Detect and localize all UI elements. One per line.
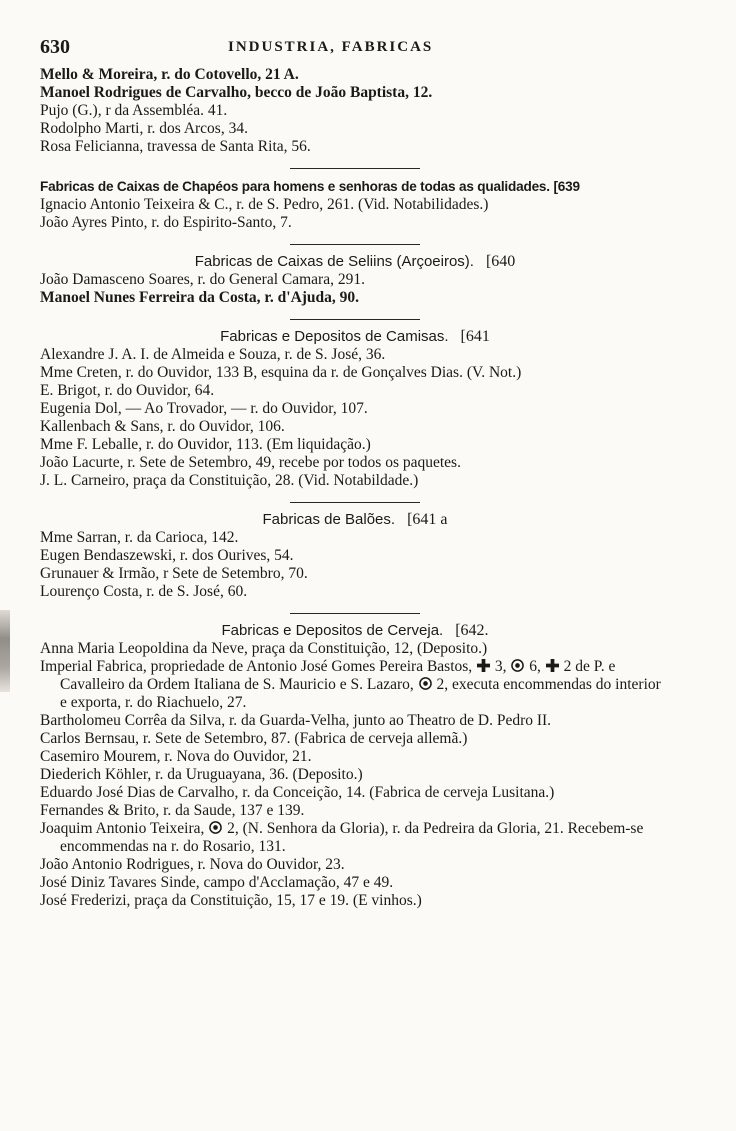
list-item: E. Brigot, r. do Ouvidor, 64.: [40, 382, 215, 399]
list-item: Fernandes & Brito, r. da Saude, 137 e 139.: [40, 802, 305, 819]
running-title: INDUSTRIA, FABRICAS: [228, 39, 434, 55]
joaquim-text-1: Joaquim Antonio Teixeira,: [40, 820, 205, 837]
list-item: João Lacurte, r. Sete de Setembro, 49, recebe por todos os paquetes.: [40, 454, 461, 471]
section-title-chapeos: Fabricas de Caixas de Chapéos para homens e senhoras de todas as qualidades. [639: [40, 179, 580, 194]
section-divider: [290, 502, 420, 503]
section-title: Fabricas de Caixas de Seliins (Arçoeiros).: [194, 253, 474, 270]
cross-order-icon: [546, 659, 559, 672]
list-item: João Ayres Pinto, r. do Espirito-Santo, 7.: [40, 214, 292, 231]
section-divider: [290, 613, 420, 614]
list-item: João Antonio Rodrigues, r. Nova do Ouvidor, 23.: [40, 856, 345, 873]
list-item: Pujo (G.), r da Assembléa. 41.: [40, 102, 228, 119]
section-number: [640: [485, 253, 516, 270]
list-item-imperial: [40, 658, 670, 712]
list-item: José Frederizi, praça da Constituição, 15, 17 e 19. (E vinhos.): [40, 892, 422, 909]
list-item: Casemiro Mourem, r. Nova do Ouvidor, 21.: [40, 748, 312, 765]
section-number: [641 a: [407, 511, 448, 528]
section-title: Fabricas e Depositos de Cerveja.: [221, 622, 444, 639]
directory-page: [40, 36, 670, 910]
list-item: Kallenbach & Sans, r. do Ouvidor, 106.: [40, 418, 285, 435]
cross-order-icon: [477, 659, 490, 672]
section-title: Fabricas de Balões.: [262, 511, 396, 528]
list-item: Alexandre J. A. I. de Almeida e Souza, r. de S. José, 36.: [40, 346, 386, 363]
section-number: [642.: [455, 622, 489, 639]
list-item: Mme Sarran, r. da Carioca, 142.: [40, 529, 239, 546]
rose-order-icon: [209, 821, 222, 834]
section-divider: [290, 168, 420, 169]
section-divider: [290, 319, 420, 320]
imperial-text-1: Imperial Fabrica, propriedade de Antonio José Gomes Pereira Bastos,: [40, 658, 473, 675]
imperial-text-3: 2, executa encommendas do interior e exporta, r. do Riachuelo, 27.: [60, 676, 661, 711]
list-item: Grunauer & Irmão, r Sete de Setembro, 70.: [40, 565, 308, 582]
page-header: [40, 36, 670, 66]
list-item: Eugenia Dol, — Ao Trovador, — r. do Ouvidor, 107.: [40, 400, 368, 417]
list-item: Rosa Felicianna, travessa de Santa Rita, 56.: [40, 138, 311, 155]
list-item: Eugen Bendaszewski, r. dos Ourives, 54.: [40, 547, 294, 564]
list-item: Ignacio Antonio Teixeira & C., r. de S. Pedro, 261. (Vid. Notabilidades.): [40, 196, 489, 213]
list-item: João Damasceno Soares, r. do General Camara, 291.: [40, 271, 365, 288]
section-heading-camisas: [40, 328, 670, 346]
list-item: J. L. Carneiro, praça da Constituição, 28. (Vid. Notabildade.): [40, 472, 419, 489]
list-item: Manoel Nunes Ferreira da Costa, r. d'Ajuda, 90.: [40, 289, 360, 306]
section-heading-baloes: [40, 511, 670, 529]
rose-order-icon: [511, 659, 524, 672]
list-item: Manoel Rodrigues de Carvalho, becco de João Baptista, 12.: [40, 84, 433, 101]
imperial-text-2: 2 de P. e Cavalleiro da Ordem Italiana de S. Mauricio e S. Lazaro,: [60, 658, 616, 693]
list-item: Mme Creten, r. do Ouvidor, 133 B, esquina da r. de Gonçalves Dias. (V. Not.): [40, 364, 522, 381]
joaquim-text-2: 2, (N. Senhora da Gloria), r. da Pedreira da Gloria, 21. Recebem-se encommendas na r. do Rosario, 131.: [60, 820, 644, 855]
section-heading-cerveja: [40, 622, 670, 640]
list-item: José Diniz Tavares Sinde, campo d'Acclamação, 47 e 49.: [40, 874, 394, 891]
list-item: Eduardo José Dias de Carvalho, r. da Conceição, 14. (Fabrica de cerveja Lusitana.): [40, 784, 555, 801]
list-item: Lourenço Costa, r. de S. José, 60.: [40, 583, 248, 600]
page-number: 630: [40, 36, 70, 58]
list-item: Mello & Moreira, r. do Cotovello, 21 A.: [40, 66, 299, 83]
imperial-n6: 6,: [529, 658, 541, 675]
list-item: Diederich Köhler, r. da Uruguayana, 36. (Deposito.): [40, 766, 363, 783]
list-item: Rodolpho Marti, r. dos Arcos, 34.: [40, 120, 248, 137]
list-item: Anna Maria Leopoldina da Neve, praça da Constituição, 12, (Deposito.): [40, 640, 488, 657]
list-item: Carlos Bernsau, r. Sete de Setembro, 87. (Fabrica de cerveja allemã.): [40, 730, 468, 747]
list-item: Mme F. Leballe, r. do Ouvidor, 113. (Em liquidação.): [40, 436, 371, 453]
list-item: Bartholomeu Corrêa da Silva, r. da Guarda-Velha, junto ao Theatro de D. Pedro II.: [40, 712, 552, 729]
list-item-joaquim: [40, 820, 670, 856]
section-number: [641: [460, 328, 490, 345]
binding-edge-shadow: [0, 610, 10, 692]
imperial-n3: 3,: [494, 658, 507, 675]
section-title: Fabricas e Depositos de Camisas.: [220, 328, 449, 345]
section-heading-selins: [40, 253, 670, 271]
rose-order-icon: [419, 677, 432, 690]
section-divider: [290, 244, 420, 245]
